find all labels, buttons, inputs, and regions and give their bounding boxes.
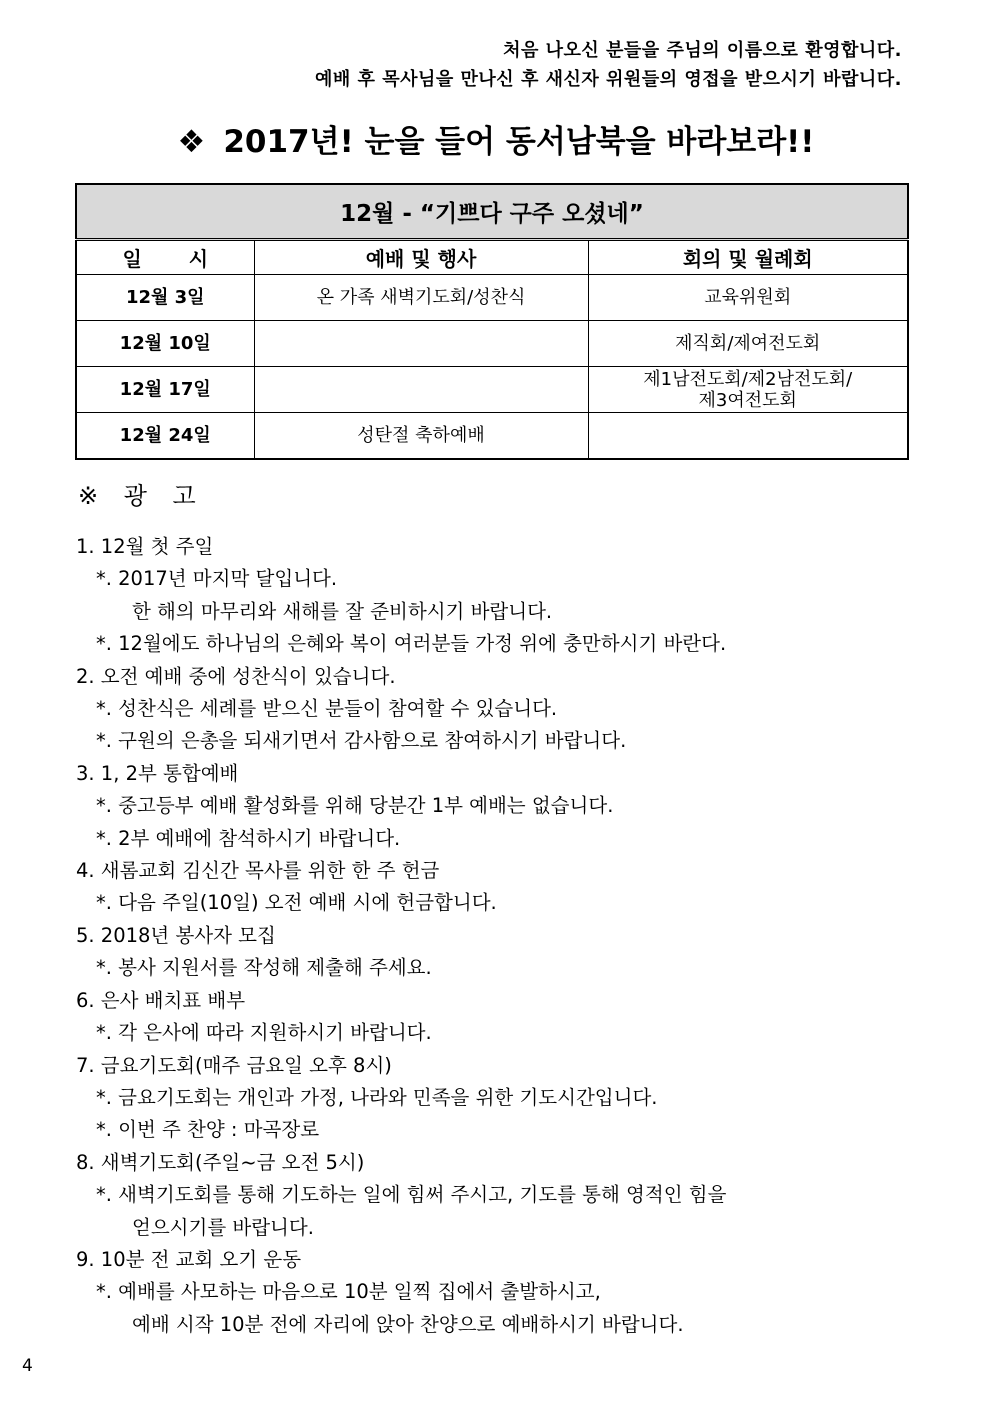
header-date: 일 시 <box>76 240 254 275</box>
notice-title: 2. 오전 예배 중에 성찬식이 있습니다. <box>76 664 396 688</box>
notice-item <box>76 1179 936 1244</box>
meeting-line: 제1남전도회/제2남전도회/ <box>643 368 853 390</box>
notice-line: 예배 시작 10분 전에 자리에 앉아 찬양으로 예배하시기 바랍니다. <box>132 1312 684 1336</box>
row-worship <box>254 321 588 367</box>
meeting-line: 교육위원회 <box>704 287 792 308</box>
notice-item <box>76 1114 936 1146</box>
page-headline <box>0 120 992 164</box>
notice-title: 9. 10분 전 교회 오기 운동 <box>76 1247 302 1271</box>
row-meeting <box>588 413 908 460</box>
table-row <box>76 275 908 321</box>
notice-line: *. 2017년 마지막 달입니다. <box>96 567 338 591</box>
notice-item <box>76 823 936 855</box>
notice-title: 4. 새롬교회 김신간 목사를 위한 한 주 헌금 <box>76 859 440 883</box>
row-date: 12월 24일 <box>76 413 254 460</box>
notice-line: *. 성찬식은 세례를 받으신 분들이 참여할 수 있습니다. <box>96 697 558 721</box>
row-date: 12월 3일 <box>76 275 254 321</box>
header-worship: 예배 및 행사 <box>254 240 588 275</box>
notice-title: 3. 1, 2부 통합예배 <box>76 761 239 785</box>
notice-line: *. 봉사 지원서를 작성해 제출해 주세요. <box>96 956 432 980</box>
row-worship: 온 가족 새벽기도회/성찬식 <box>254 275 588 321</box>
notice-item <box>76 887 936 919</box>
header-meeting: 회의 및 월례회 <box>588 240 908 275</box>
welcome-line: 처음 나오신 분들을 주님의 이름으로 환영합니다. <box>503 40 902 61</box>
notice-line: *. 이번 주 찬양 : 마곡장로 <box>96 1118 320 1142</box>
notices-list <box>76 531 936 1341</box>
notice-title: 6. 은사 배치표 배부 <box>76 988 246 1012</box>
row-meeting <box>588 321 908 367</box>
notice-line: *. 중고등부 예배 활성화를 위해 당분간 1부 예배는 없습니다. <box>96 794 614 818</box>
notice-item <box>76 1082 936 1114</box>
row-worship: 성탄절 축하예배 <box>254 413 588 460</box>
row-worship <box>254 367 588 413</box>
notice-item <box>76 1017 936 1049</box>
notice-line: *. 12월에도 하나님의 은혜와 복이 여러분들 가정 위에 충만하시기 바란다. <box>96 632 727 656</box>
row-date: 12월 17일 <box>76 367 254 413</box>
notice-line: *. 금요기도회는 개인과 가정, 나라와 민족을 위한 기도시간입니다. <box>96 1085 658 1109</box>
welcome-message <box>315 36 902 94</box>
notice-item <box>76 693 936 725</box>
row-date: 12월 10일 <box>76 321 254 367</box>
notice-title: 8. 새벽기도회(주일~금 오전 5시) <box>76 1150 365 1174</box>
notice-line: 얻으시기를 바랍니다. <box>132 1215 314 1239</box>
notice-title: 5. 2018년 봉사자 모집 <box>76 923 276 947</box>
table-row <box>76 413 908 460</box>
table-row <box>76 367 908 413</box>
notices-heading: ※ 광 고 <box>78 482 205 510</box>
notice-item <box>76 1276 936 1341</box>
month-title: 12월 - “기쁘다 구주 오셨네” <box>76 184 908 240</box>
meeting-line: 제3여전도회 <box>698 389 797 411</box>
notice-line: 한 해의 마무리와 새해를 잘 준비하시기 바랍니다. <box>132 599 553 623</box>
row-meeting <box>588 367 908 413</box>
page-number: 4 <box>22 1356 33 1376</box>
notice-item <box>76 725 936 757</box>
notice-line: *. 각 은사에 따라 지원하시기 바랍니다. <box>96 1021 432 1045</box>
schedule-table <box>75 183 909 460</box>
notice-line: *. 새벽기도회를 통해 기도하는 일에 힘써 주시고, 기도를 통해 영적인 힘을 <box>96 1183 727 1207</box>
notice-line: *. 2부 예배에 참석하시기 바랍니다. <box>96 826 401 850</box>
table-row <box>76 321 908 367</box>
notice-item <box>76 952 936 984</box>
notice-item <box>76 790 936 822</box>
notice-line: *. 구원의 은총을 되새기면서 감사함으로 참여하시기 바랍니다. <box>96 729 627 753</box>
month-title-row <box>76 184 908 240</box>
notice-item <box>76 628 936 660</box>
notice-item <box>76 563 936 628</box>
welcome-line: 예배 후 목사님을 만나신 후 새신자 위원들의 영접을 받으시기 바랍니다. <box>315 69 902 90</box>
diamond-bullet-icon: ❖ <box>177 124 206 160</box>
headline-text: 2017년! 눈을 들어 동서남북을 바라보라!! <box>223 124 815 160</box>
meeting-line: 제직회/제여전도회 <box>675 333 821 354</box>
row-meeting <box>588 275 908 321</box>
notice-title: 7. 금요기도회(매주 금요일 오후 8시) <box>76 1053 392 1077</box>
notice-title: 1. 12월 첫 주일 <box>76 535 214 558</box>
notice-line: *. 예배를 사모하는 마음으로 10분 일찍 집에서 출발하시고, <box>96 1280 601 1304</box>
table-header-row <box>76 240 908 275</box>
notice-line: *. 다음 주일(10일) 오전 예배 시에 헌금합니다. <box>96 891 497 915</box>
